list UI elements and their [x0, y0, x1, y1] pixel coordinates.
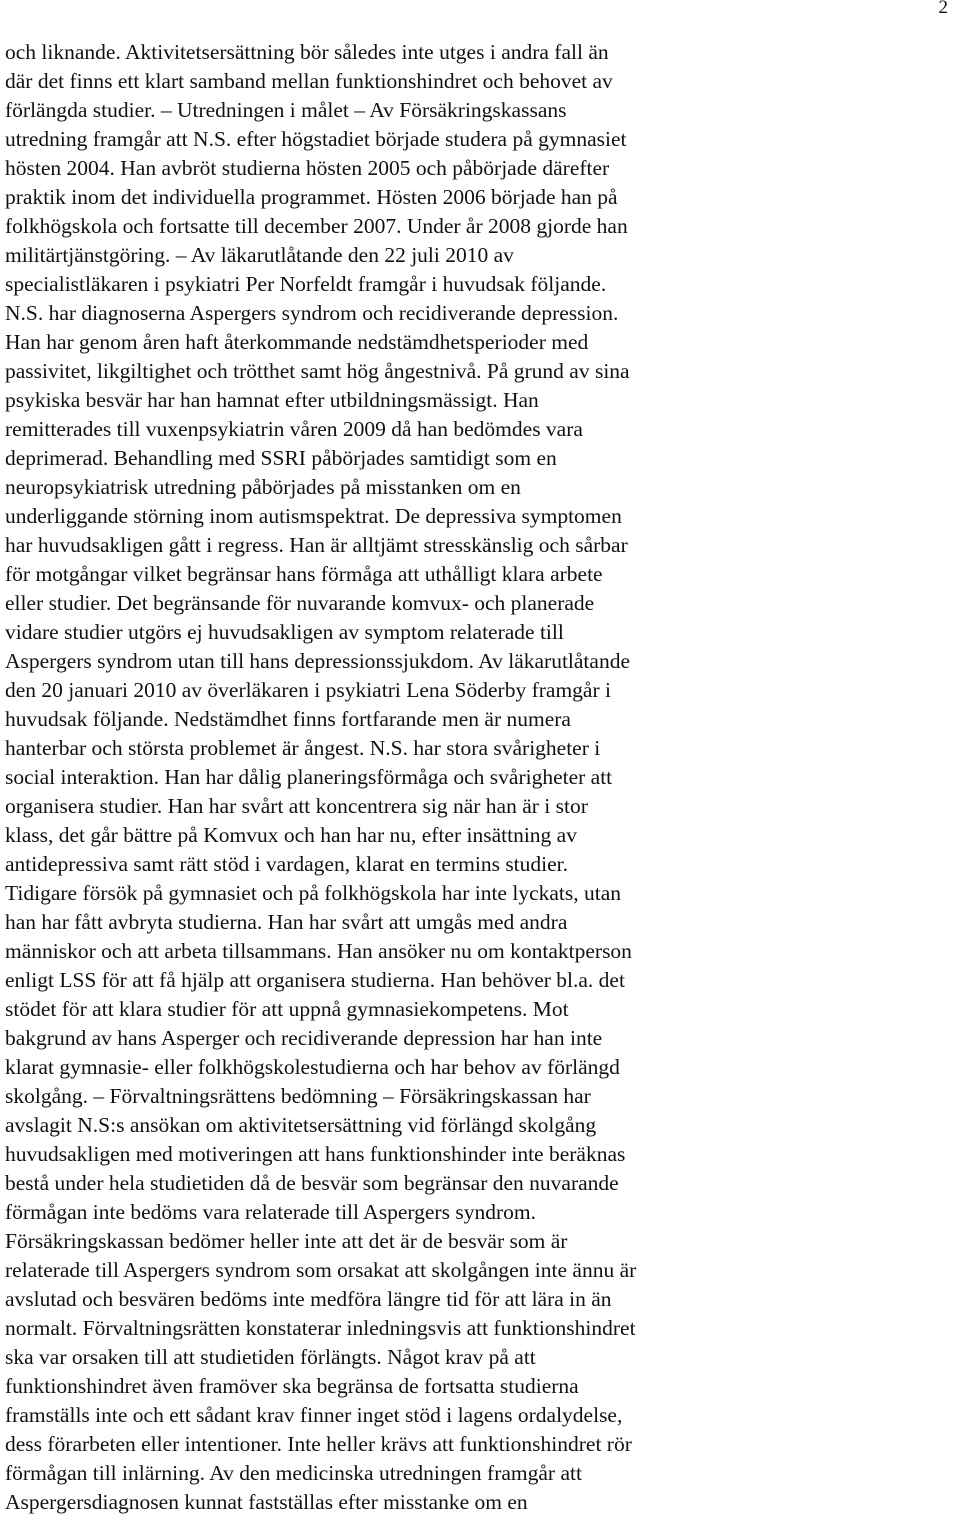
text-line: förlängda studier. – Utredningen i målet – Av Försäkringskassans: [5, 98, 567, 122]
text-line: ska var orsaken till att studietiden förlängts. Något krav på att: [5, 1345, 536, 1369]
text-line: underliggande störning inom autismspektrat. De depressiva symptomen: [5, 504, 622, 528]
text-line: avslagit N.S:s ansökan om aktivitetsersättning vid förlängd skolgång: [5, 1113, 597, 1137]
text-line: förmågan till inlärning. Av den medicinska utredningen framgår att: [5, 1461, 582, 1485]
text-line: Försäkringskassan bedömer heller inte att det är de besvär som är: [5, 1229, 568, 1253]
text-line: enligt LSS för att få hjälp att organisera studierna. Han behöver bl.a. det: [5, 968, 625, 992]
text-line: människor och att arbeta tillsammans. Han ansöker nu om kontaktperson: [5, 939, 632, 963]
page-number: 2: [938, 0, 948, 18]
text-line: han har fått avbryta studierna. Han har svårt att umgås med andra: [5, 910, 568, 934]
text-line: social interaktion. Han har dålig planeringsförmåga och svårigheter att: [5, 765, 613, 789]
text-line: klarat gymnasie- eller folkhögskolestudierna och har behov av förlängd: [5, 1055, 620, 1079]
text-line: organisera studier. Han har svårt att koncentrera sig när han är i stor: [5, 794, 588, 818]
text-line: hösten 2004. Han avbröt studierna hösten 2005 och påbörjade därefter: [5, 156, 610, 180]
text-line: bakgrund av hans Asperger och recidiverande depression har han inte: [5, 1026, 603, 1050]
text-line: militärtjänstgöring. – Av läkarutlåtande den 22 juli 2010 av: [5, 243, 514, 267]
text-line: förmågan inte bedöms vara relaterade till Aspergers syndrom.: [5, 1200, 536, 1224]
text-line: huvudsakligen med motiveringen att hans funktionshinder inte beräknas: [5, 1142, 626, 1166]
text-line: och liknande. Aktivitetsersättning bör således inte utges i andra fall än: [5, 40, 609, 64]
text-line: stödet för att klara studier för att uppnå gymnasiekompetens. Mot: [5, 997, 569, 1021]
text-line: för motgångar vilket begränsar hans förmåga att uthålligt klara arbete: [5, 562, 603, 586]
text-line: där det finns ett klart samband mellan funktionshindret och behovet av: [5, 69, 613, 93]
text-line: neuropsykiatrisk utredning påbörjades på misstanken om en: [5, 475, 521, 499]
text-line: vidare studier utgörs ej huvudsakligen av symptom relaterade till: [5, 620, 564, 644]
text-line: bestå under hela studietiden då de besvär som begränsar den nuvarande: [5, 1171, 619, 1195]
text-line: psykiska besvär har han hamnat efter utbildningsmässigt. Han: [5, 388, 539, 412]
text-line: specialistläkaren i psykiatri Per Norfeldt framgår i huvudsak följande.: [5, 272, 607, 296]
text-line: N.S. har diagnoserna Aspergers syndrom och recidiverande depression.: [5, 301, 619, 325]
body-text: [5, 38, 765, 1517]
text-line: klass, det går bättre på Komvux och han har nu, efter insättning av: [5, 823, 577, 847]
text-line: passivitet, likgiltighet och trötthet samt hög ångestnivå. På grund av sina: [5, 359, 630, 383]
text-line: eller studier. Det begränsande för nuvarande komvux- och planerade: [5, 591, 595, 615]
text-line: Aspergers syndrom utan till hans depressionssjukdom. Av läkarutlåtande: [5, 649, 630, 673]
text-line: folkhögskola och fortsatte till december 2007. Under år 2008 gjorde han: [5, 214, 628, 238]
text-line: utredning framgår att N.S. efter högstadiet började studera på gymnasiet: [5, 127, 627, 151]
text-line: Aspergersdiagnosen kunnat fastställas efter misstanke om en: [5, 1490, 528, 1514]
text-line: praktik inom det individuella programmet. Hösten 2006 började han på: [5, 185, 618, 209]
text-line: funktionshindret även framöver ska begränsa de fortsatta studierna: [5, 1374, 579, 1398]
text-line: antidepressiva samt rätt stöd i vardagen, klarat en termins studier.: [5, 852, 569, 876]
text-line: framställs inte och ett sådant krav finner inget stöd i lagens ordalydelse,: [5, 1403, 623, 1427]
text-line: deprimerad. Behandling med SSRI påbörjades samtidigt som en: [5, 446, 557, 470]
text-line: hanterbar och största problemet är ångest. N.S. har stora svårigheter i: [5, 736, 601, 760]
text-line: har huvudsakligen gått i regress. Han är alltjämt stresskänslig och sårbar: [5, 533, 628, 557]
text-line: dess förarbeten eller intentioner. Inte heller krävs att funktionshindret rör: [5, 1432, 632, 1456]
text-line: relaterade till Aspergers syndrom som orsakat att skolgången inte ännu är: [5, 1258, 637, 1282]
text-line: normalt. Förvaltningsrätten konstaterar inledningsvis att funktionshindret: [5, 1316, 636, 1340]
text-line: remitterades till vuxenpsykiatrin våren 2009 då han bedömdes vara: [5, 417, 583, 441]
text-line: Tidigare försök på gymnasiet och på folkhögskola har inte lyckats, utan: [5, 881, 622, 905]
text-line: den 20 januari 2010 av överläkaren i psykiatri Lena Söderby framgår i: [5, 678, 611, 702]
text-line: skolgång. – Förvaltningsrättens bedömning – Försäkringskassan har: [5, 1084, 591, 1108]
text-line: huvudsak följande. Nedstämdhet finns fortfarande men är numera: [5, 707, 571, 731]
text-line: Han har genom åren haft återkommande nedstämdhetsperioder med: [5, 330, 589, 354]
text-line: avslutad och besvären bedöms inte medföra längre tid för att lära in än: [5, 1287, 612, 1311]
